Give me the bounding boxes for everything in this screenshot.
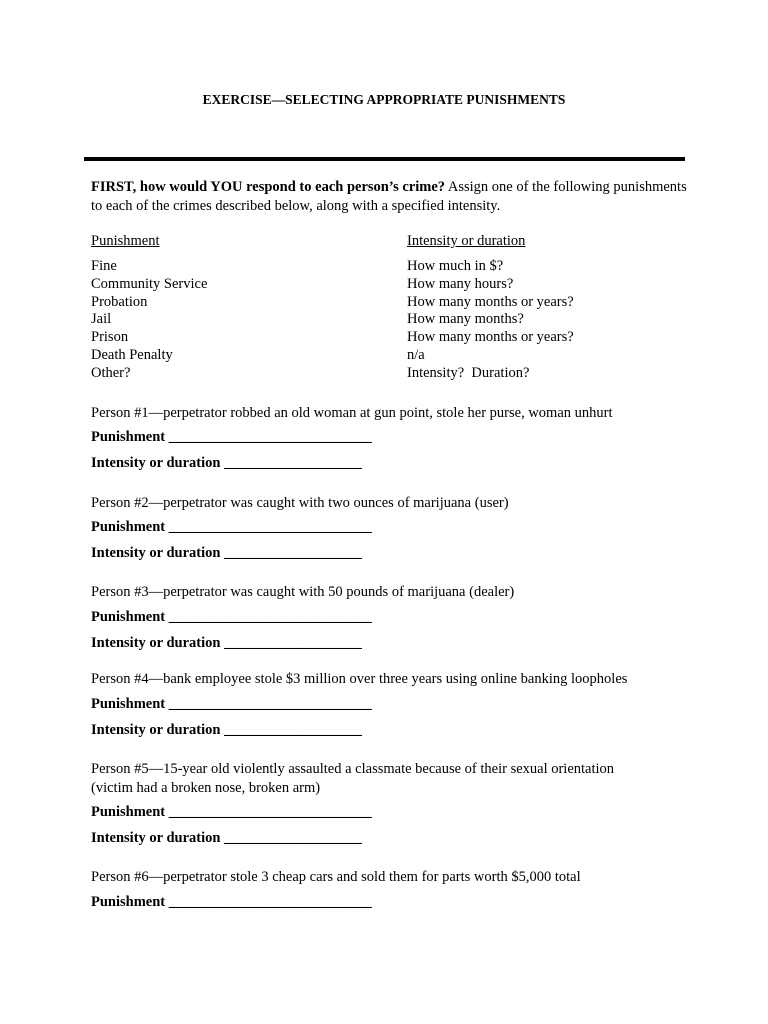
person-3-intensity-blank[interactable]: Intensity or duration ___________________ [91, 635, 362, 651]
instructions-body: Assign one of the following punishments to each of the crimes described below, along with a specified intensity. [91, 179, 687, 214]
person-5-punishment-blank[interactable]: Punishment ____________________________ [91, 804, 372, 820]
punishment-item: Other? [91, 364, 131, 381]
person-4-description: Person #4—bank employee stole $3 million over three years using online banking loopholes [91, 671, 628, 687]
punishment-list [91, 258, 207, 383]
person-4-intensity-blank[interactable]: Intensity or duration ___________________ [91, 722, 362, 738]
person-5-description: Person #5—15-year old violently assaulted a classmate because of their sexual orientation (victim had a broken nose, broken arm) [91, 761, 615, 796]
punishment-item: Prison [91, 329, 129, 346]
person-3-punishment-blank[interactable]: Punishment ____________________________ [91, 609, 372, 625]
person-6-description: Person #6—perpetrator stole 3 cheap cars and sold them for parts worth $5,000 total [91, 869, 581, 885]
intensity-item: How many months? [407, 311, 524, 328]
intensity-item: How many months or years? [407, 293, 574, 310]
punishment-column-header: Punishment [91, 233, 160, 249]
punishment-item: Probation [91, 293, 148, 310]
punishment-item: Fine [91, 258, 117, 274]
person-6-punishment-blank[interactable]: Punishment ____________________________ [91, 894, 372, 910]
intensity-column-header: Intensity or duration [407, 233, 526, 249]
intensity-item: How much in $? [407, 258, 504, 274]
person-5-intensity-blank[interactable]: Intensity or duration ___________________ [91, 830, 362, 846]
horizontal-rule [84, 157, 685, 161]
intensity-item: Intensity? Duration? [407, 364, 530, 381]
instructions-lead: FIRST, how would YOU respond to each person’s crime? [91, 179, 446, 195]
intensity-item: How many hours? [407, 275, 514, 292]
person-3-description: Person #3—perpetrator was caught with 50 pounds of marijuana (dealer) [91, 584, 515, 600]
intensity-item: How many months or years? [407, 329, 574, 346]
person-1-intensity-blank[interactable]: Intensity or duration ___________________ [91, 455, 362, 471]
person-2-description: Person #2—perpetrator was caught with two ounces of marijuana (user) [91, 495, 509, 511]
document-title: EXERCISE—SELECTING APPROPRIATE PUNISHMENTS [202, 92, 566, 107]
person-4-punishment-blank[interactable]: Punishment ____________________________ [91, 696, 372, 712]
person-2-punishment-blank[interactable]: Punishment ____________________________ [91, 519, 372, 535]
instructions-paragraph [91, 178, 691, 216]
person-2-intensity-blank[interactable]: Intensity or duration ___________________ [91, 545, 362, 561]
punishment-item: Death Penalty [91, 346, 173, 363]
person-1-punishment-blank[interactable]: Punishment ____________________________ [91, 429, 372, 445]
intensity-item: n/a [407, 346, 425, 363]
punishment-item: Jail [91, 311, 112, 328]
intensity-list [407, 258, 574, 383]
punishment-item: Community Service [91, 275, 208, 292]
person-1-description: Person #1—perpetrator robbed an old woman at gun point, stole her purse, woman unhurt [91, 405, 613, 421]
